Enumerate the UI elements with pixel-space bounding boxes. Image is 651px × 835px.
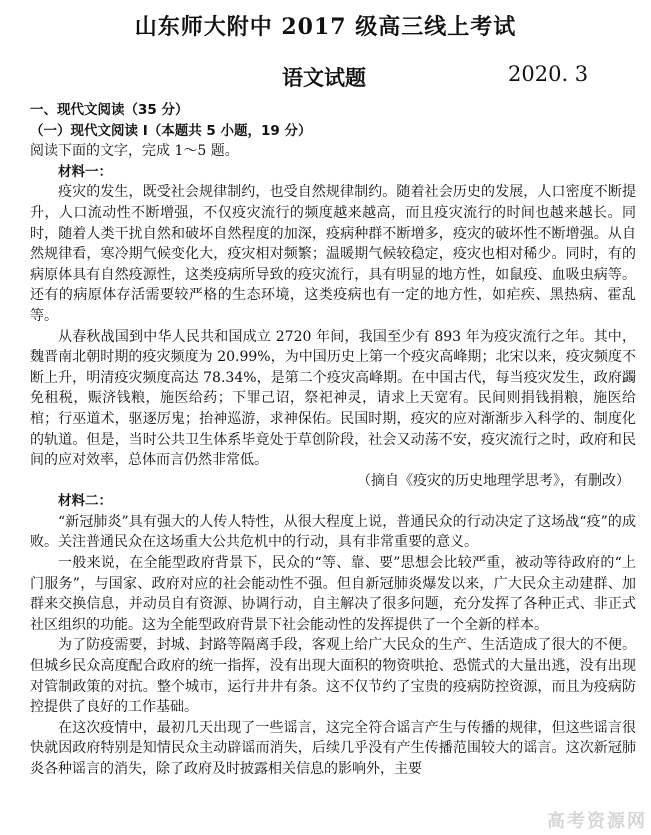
exam-date: 2020. 3	[508, 62, 589, 86]
paper-subject-title: 语文试题	[282, 65, 366, 90]
exam-title: 山东师大附中 2017 级高三线上考试	[134, 14, 517, 40]
document-body	[30, 100, 636, 780]
subtitle-row	[0, 56, 651, 88]
subsection-heading: （一）现代文阅读 I（本题共 5 小题，19 分）	[30, 122, 312, 139]
material1-paragraph: 从春秋战国到中华人民共和国成立 2720 年间，我国至少有 893 年为疫灾流行之年。其中，魏晋南北朝时期的疫灾频度为 20.99%，为中国历史上第一个疫灾高峰期；北宋以来，疫灾频度不断上升，明清疫灾频度高达 78.34%，是第二个疫灾高峰期。在中国古代，每当疫灾发生，政府蠲免租税，赈济钱粮，施医给药；下罪己诏，祭祀神灵，请求上天宽宥。民间则捐钱捐粮，施医给棺；行巫道术，驱逐厉鬼；抬神巡游，求神保佑。民国时期，疫灾的应对渐渐步入科学的、制度化的轨道。但是，当时公共卫生体系毕竟处于草创阶段，社会又动荡不安，疫灾流行之时，政府和民间的应对效率，总体而言仍然非常低。	[30, 328, 636, 469]
material2-paragraph: 为了防疫需要，封城、封路等隔离手段，客观上给广大民众的生产、生活造成了很大的不便。但城乡民众高度配合政府的统一指挥，没有出现大面积的物资哄抢、恐慌式的大量出逃，没有出现对管制政策的对抗。整个城市，运行井井有条。这不仅节约了宝贵的疫病防控资源，而且为疫病防控提供了良好的工作基础。	[30, 637, 636, 716]
material1-label: 材料一：	[58, 163, 112, 180]
material2-paragraph: 在这次疫情中，最初几天出现了一些谣言，这完全符合谣言产生与传播的规律，但这些谣言很快就因政府特别是知情民众主动辟谣而消失，后续几乎没有产生传播范围较大的谣言。这次新冠肺炎各种谣言的消失，除了政府及时披露相关信息的影响外，主要	[30, 719, 636, 777]
material1-source: （摘自《疫灾的历史地理学思考》，有删改）	[357, 472, 630, 489]
material2-paragraph: “新冠肺炎”具有强大的人传人特性，从很大程度上说，普通民众的行动决定了这场战“疫”的成败。关注普通民众在这场重大公共危机中的行动，具有非常重要的意义。	[30, 513, 636, 551]
material2-paragraph: 一般来说，在全能型政府背景下，民众的“等、靠、要”思想会比较严重，被动等待政府的“上门服务”，与国家、政府对应的社会能动性不强。但自新冠肺炎爆发以来，广大民众主动建群、加群来交换信息，并动员自有资源、协调行动，自主解决了很多问题，充分发挥了各种正式、非正式社区组织的功能。这为全能型政府背景下社会能动性的发挥提供了一个全新的样本。	[30, 555, 636, 633]
material2-label: 材料二：	[58, 493, 112, 510]
section-heading: 一、现代文阅读（35 分）	[30, 102, 189, 118]
instruction-text: 阅读下面的文字，完成 1～5 题。	[30, 143, 239, 160]
material1-paragraph: 疫灾的发生，既受社会规律制约，也受自然规律制约。随着社会历史的发展，人口密度不断提升，人口流动性不断增强，不仅疫灾流行的频度越来越高，而且疫灾流行的时间也越来越长。同时，随着人类干扰自然和破坏自然程度的加深，疫病种群不断增多，疫灾的破坏性不断增强。从自然规律看，寒冷期气候变化大，疫灾相对频繁；温暖期气候较稳定，疫灾也相对稀少。同时，有的病原体具有自然疫源性，这类疫病所导致的疫灾流行，具有明显的地方性，如鼠疫、血吸虫病等。还有的病原体存活需要较严格的生态环境，这类疫病也有一定的地方性，如疟疾、黑热病、霍乱等。	[30, 184, 636, 324]
watermark-logo: 高考资源网	[547, 811, 647, 832]
